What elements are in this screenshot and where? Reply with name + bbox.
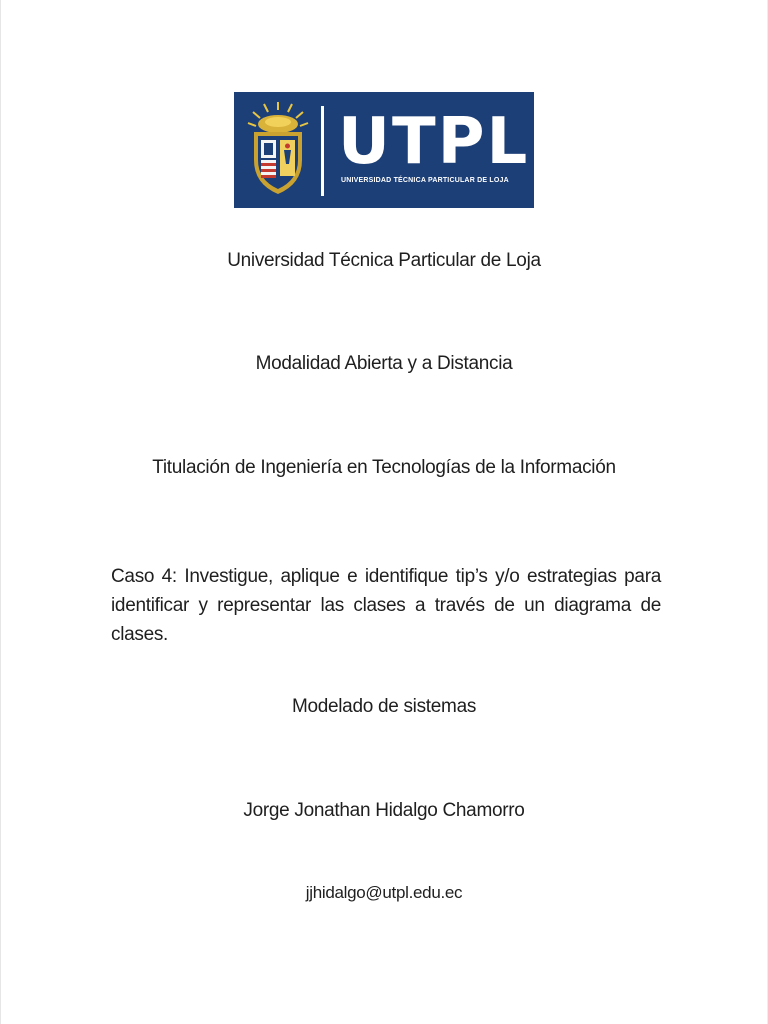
- logo-divider: [321, 106, 324, 196]
- logo-subtitle: UNIVERSIDAD TÉCNICA PARTICULAR DE LOJA: [341, 177, 509, 184]
- degree-program: Titulación de Ingeniería en Tecnologías de la Información: [152, 457, 616, 478]
- case-title: Caso 4: Investigue, aplique e identifique tip’s y/o estrategias para identificar y representar las clases a través de un diagrama de clases.: [111, 566, 661, 645]
- logo-wordmark: UTPL: [338, 105, 530, 179]
- modality-text: Modalidad Abierta y a Distancia: [255, 353, 513, 374]
- author-name: Jorge Jonathan Hidalgo Chamorro: [243, 800, 525, 821]
- author-email: jjhidalgo@utpl.edu.ec: [305, 883, 463, 902]
- page-edge-left: [0, 0, 1, 1024]
- university-name: Universidad Técnica Particular de Loja: [227, 250, 541, 271]
- university-crest-icon: [246, 102, 310, 198]
- subject-name: Modelado de sistemas: [291, 696, 477, 717]
- utpl-logo-banner: [234, 92, 534, 208]
